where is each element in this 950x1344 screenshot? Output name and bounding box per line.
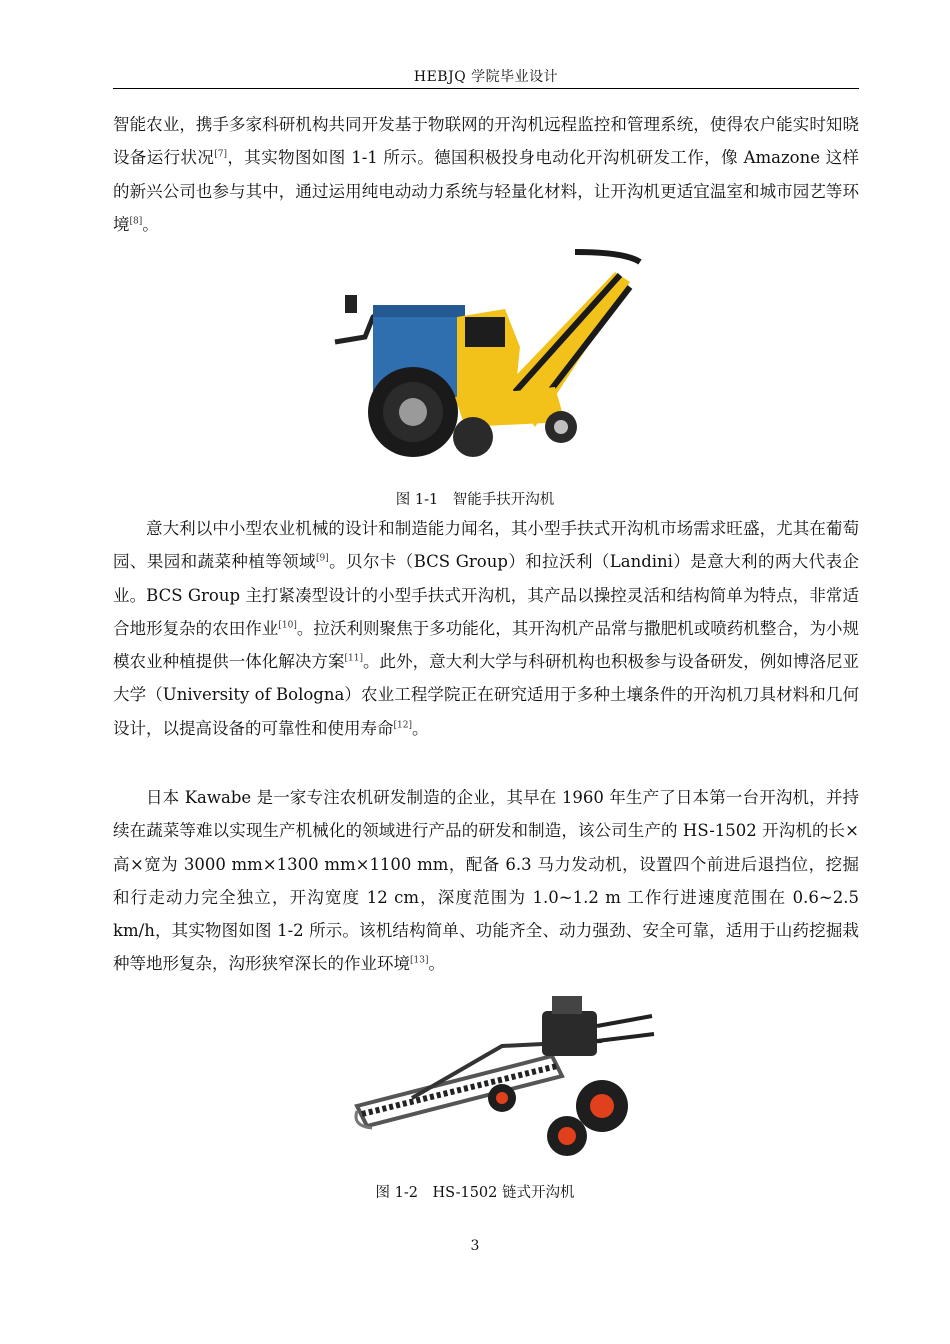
paragraph-text: 。此外，意大利大学与科研机构也积极参与设备研发，例如博洛尼亚大学（University of Bologna）农业工程学院正在研究适用于多种土壤条件的开沟机刀具材料和几何设计，以提高设备的可靠性和使用寿命 xyxy=(113,652,860,738)
paragraph-text: 。 xyxy=(142,214,159,234)
citation: [12] xyxy=(393,720,412,731)
paragraph-text: 。 xyxy=(411,718,429,738)
paragraph-text: 。拉沃利则聚焦于多功能化，其开沟机产品常与撒肥机或喷药机整合，为小规模农业种植提供一体化解决方案 xyxy=(113,618,860,672)
running-header: HEBJQ 学院毕业设计 xyxy=(413,69,559,85)
paragraph-2 xyxy=(113,512,859,745)
citation: [13] xyxy=(410,955,429,966)
paragraph-3 xyxy=(113,781,859,981)
page-number: 3 xyxy=(470,1238,480,1254)
paragraph-1 xyxy=(113,108,859,241)
citation: [9] xyxy=(315,553,329,564)
figure-2-caption: 图 1-2 HS-1502 链式开沟机 xyxy=(375,1185,575,1201)
header-rule xyxy=(113,88,859,89)
paragraph-text: 。 xyxy=(428,954,445,974)
paragraph-text: 日本 Kawabe 是一家专注农机研发制造的企业，其早在 1960 年生产了日本第一台开沟机，并持续在蔬菜等难以实现生产机械化的领域进行产品的研发和制造，该公司生产的 HS-1502 开沟机的长×高×宽为 3000 mm×1300 mm×1100 mm，配备 6.3 马力发动机，设置四个前进后退挡位，挖掘和行走动力完全独立，开沟宽度 12 cm，深度范围为 1.0~1.2 m 工作行进速度范围在 0.6~2.5 km/h，其实物图如图 1-2 所示。该机结构简单、功能齐全、动力强劲、安全可靠，适用于山药挖掘栽种等地形复杂，沟形狭窄深长的作业环境 xyxy=(113,788,859,974)
figure-2-image xyxy=(352,986,659,1166)
citation: [8] xyxy=(129,216,143,227)
paragraph-text: ，其实物图如图 1-1 所示。德国积极投身电动化开沟机研发工作，像 Amazone 这样的新兴公司也参与其中，通过运用纯电动动力系统与轻量化材料，让开沟机更适宜温室和城市园艺等环境 xyxy=(113,148,860,234)
citation: [10] xyxy=(278,620,297,631)
citation: [11] xyxy=(344,653,363,664)
figure-1-caption: 图 1-1 智能手扶开沟机 xyxy=(395,492,555,508)
paragraph-text: 。贝尔卡（BCS Group）和拉沃利（Landini）是意大利的两大代表企业。BCS Group 主打紧凑型设计的小型手扶式开沟机，其产品以操控灵活和结构简单为特点，非常适合地形复杂的农田作业 xyxy=(113,552,860,638)
paragraph-text: 智能农业，携手多家科研机构共同开发基于物联网的开沟机远程监控和管理系统，使得农户能实时知晓设备运行状况 xyxy=(113,115,859,168)
figure-1-image xyxy=(325,247,647,475)
paragraph-text: 意大利以中小型农业机械的设计和制造能力闻名，其小型手扶式开沟机市场需求旺盛，尤其在葡萄园、果园和蔬菜种植等领域 xyxy=(113,519,859,572)
citation: [7] xyxy=(214,149,228,160)
